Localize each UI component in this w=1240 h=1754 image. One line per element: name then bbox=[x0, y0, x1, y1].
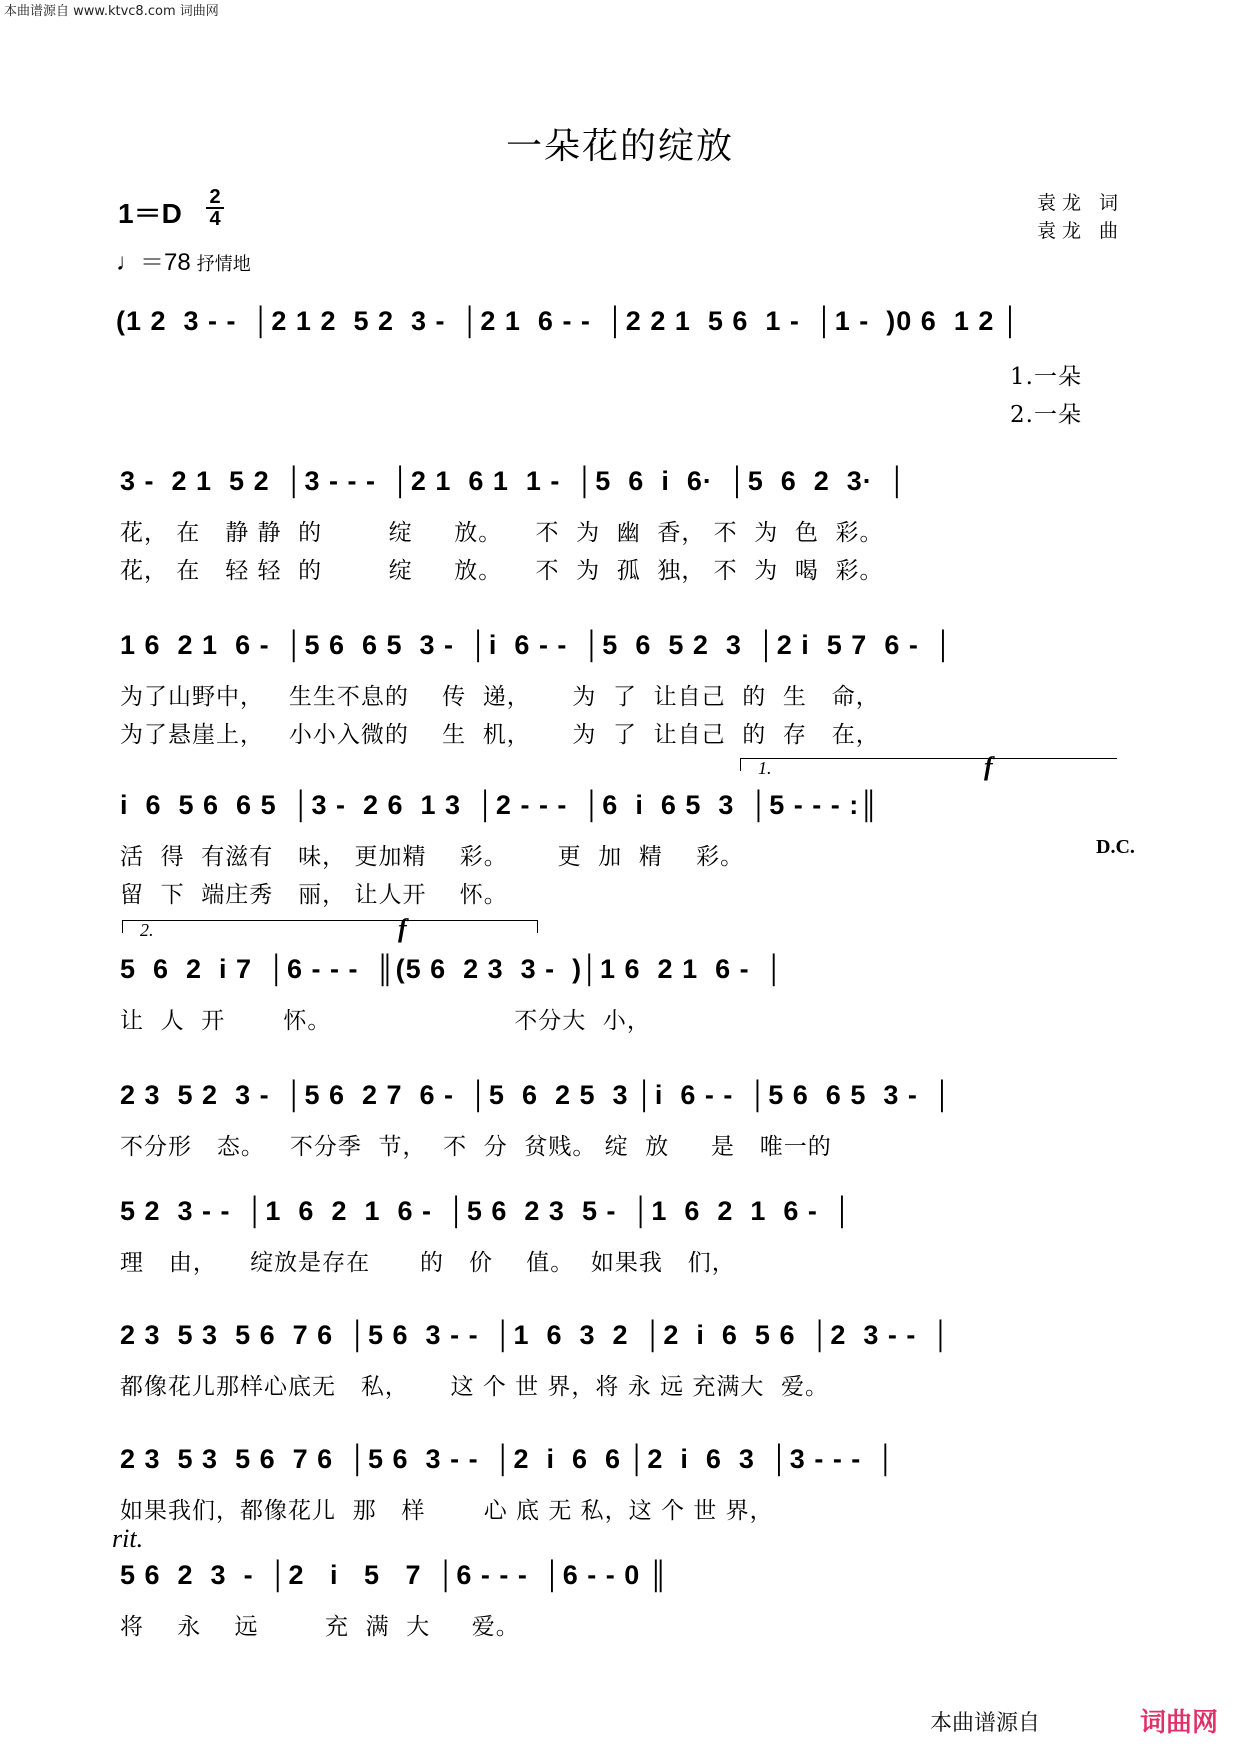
lyric-line-10: 将 永 远 充 满 大 爱。 bbox=[120, 1614, 520, 1640]
forte-mark-2: f bbox=[398, 914, 407, 943]
notation-line-6: 2 3 5 2 3 - │5 6 2 7 6 - │5 6 2 5 3 │i 6 - - │5 6 6 5 3 - │ bbox=[120, 1080, 953, 1110]
key-signature: 1＝D bbox=[118, 198, 182, 229]
lyric-line-7: 理 由， 绽放是存在 的 价 值。 如果我 们， bbox=[120, 1250, 736, 1276]
lyric-intro-verse1: 1.一朵 bbox=[1010, 364, 1082, 390]
lyric-line-3-verse2: 为了悬崖上， 小小入微的 生 机， 为 了 让自己 的 存 在， bbox=[120, 722, 880, 748]
tempo-marking bbox=[116, 242, 251, 277]
watermark-top: 本曲谱源自 www.ktvc8.com 词曲网 bbox=[4, 4, 219, 19]
forte-mark-1: f bbox=[984, 752, 993, 781]
lyric-line-4-verse1: 活 得 有滋有 味， 更加精 彩。 更 加 精 彩。 bbox=[120, 844, 745, 870]
notation-line-3: 1 6 2 1 6 - │5 6 6 5 3 - │i 6 - - │5 6 5 2 3 │2 i 5 7 6 - │ bbox=[120, 630, 954, 660]
tempo-value: ♩＝78 bbox=[116, 249, 191, 276]
ritardando-mark: rit. bbox=[112, 1524, 144, 1553]
lyric-line-2-verse1: 花， 在 静 静 的 绽 放。 不 为 幽 香， 不 为 色 彩。 bbox=[120, 520, 884, 546]
lyricist-credit: 袁龙 词 bbox=[1036, 192, 1124, 214]
lyric-line-4-verse2: 留 下 端庄秀 丽， 让人开 怀。 bbox=[120, 882, 508, 908]
lyric-line-5: 让 人 开 怀。 不分大 小， bbox=[120, 1008, 651, 1034]
notation-line-1: (1 2 3 - - │2 1 2 5 2 3 - │2 1 6 - - │2 2 1 5 6 1 - │1 - )0 6 1 2 │ bbox=[116, 306, 1021, 336]
time-signature bbox=[206, 188, 224, 228]
notation-line-9: 2 3 5 3 5 6 7 6 │5 6 3 - - │2 i 6 6 │2 i 6 3 │3 - - - │ bbox=[120, 1444, 897, 1474]
notation-line-4: i 6 5 6 6 5 │3 - 2 6 1 3 │2 - - - │6 i 6 5 3 │5 - - - :║ bbox=[120, 790, 880, 820]
lyric-line-2-verse2: 花， 在 轻 轻 的 绽 放。 不 为 孤 独， 不 为 喝 彩。 bbox=[120, 558, 884, 584]
composer-credit: 袁龙 曲 bbox=[1036, 220, 1124, 242]
time-signature-bottom: 4 bbox=[209, 208, 221, 230]
notation-line-2: 3 - 2 1 5 2 │3 - - - │2 1 6 1 1 - │5 6 i 6· │5 6 2 3· │ bbox=[120, 466, 908, 496]
notation-line-10: 5 6 2 3 - │2 i 5 7 │6 - - - │6 - - 0 ║ bbox=[120, 1560, 669, 1590]
footer-source-text: 本曲谱源自 bbox=[930, 1711, 1041, 1736]
lyric-line-6: 不分形 态。 不分季 节， 不 分 贫贱。 绽 放 是 唯一的 bbox=[120, 1134, 832, 1160]
volta-1-label: 1. bbox=[758, 758, 772, 778]
notation-line-5: 5 6 2 i 7 │6 - - - ║(5 6 2 3 3 - )│1 6 2 1 6 - │ bbox=[120, 954, 785, 984]
time-signature-top: 2 bbox=[209, 186, 221, 208]
expression-mark: 抒情地 bbox=[196, 254, 251, 274]
notation-line-8: 2 3 5 3 5 6 7 6 │5 6 3 - - │1 6 3 2 │2 i 6 5 6 │2 3 - - │ bbox=[120, 1320, 952, 1350]
lyric-intro-verse2: 2.一朵 bbox=[1010, 402, 1082, 428]
notation-line-7: 5 2 3 - - │1 6 2 1 6 - │5 6 2 3 5 - │1 6 2 1 6 - │ bbox=[120, 1196, 853, 1226]
footer-brand: 词曲网 bbox=[1140, 1708, 1219, 1738]
volta-2-label: 2. bbox=[140, 920, 154, 940]
lyric-line-8: 都像花儿那样心底无 私， 这 个 世 界，将 永 远 充满大 爱。 bbox=[120, 1374, 829, 1400]
lyric-line-3-verse1: 为了山野中， 生生不息的 传 递， 为 了 让自己 的 生 命， bbox=[120, 684, 880, 710]
dc-marking: D.C. bbox=[1096, 836, 1135, 858]
volta-1-bracket bbox=[740, 758, 1117, 771]
volta-2-bracket bbox=[122, 920, 538, 933]
song-title: 一朵花的绽放 bbox=[505, 126, 734, 167]
lyric-line-9: 如果我们，都像花儿 那 样 心 底 无 私，这 个 世 界， bbox=[120, 1498, 774, 1524]
